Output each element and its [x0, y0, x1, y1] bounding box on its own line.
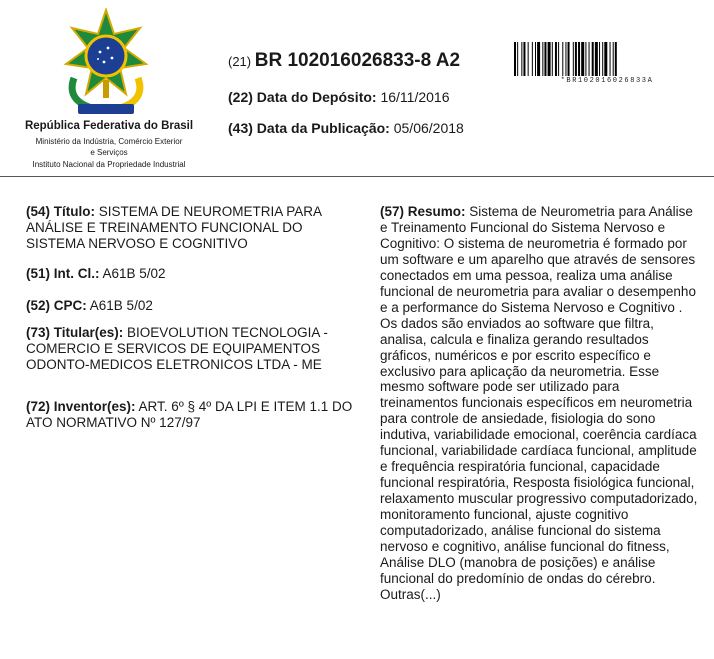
barcode-bar — [517, 42, 518, 76]
barcode-bar — [552, 42, 553, 76]
patent-number-line — [228, 50, 460, 72]
barcode-bar — [581, 42, 584, 76]
barcode-bar — [514, 42, 516, 76]
deposit-date: 16/11/2016 — [380, 89, 450, 105]
barcode-bar — [613, 42, 614, 76]
barcode-bar — [615, 42, 617, 76]
barcode-bar — [528, 42, 529, 76]
barcode-bar — [573, 42, 574, 76]
barcode-text: *BR102016026833A — [560, 77, 654, 85]
barcode — [514, 42, 700, 76]
publication-date-line — [228, 120, 464, 136]
abstract-code: (57) Resumo: — [380, 204, 466, 219]
barcode-bar — [532, 42, 533, 76]
barcode-bar — [555, 42, 557, 76]
barcode-bar — [604, 42, 607, 76]
inventor-code: (72) Inventor(es): — [26, 399, 136, 414]
barcode-bar — [602, 42, 603, 76]
barcode-bar — [585, 42, 586, 76]
barcode-bar — [599, 42, 600, 76]
title-field — [26, 204, 354, 251]
int-cl-field — [26, 266, 354, 282]
institution-name: República Federativa do Brasil — [24, 120, 194, 132]
holder-code: (73) Titular(es): — [26, 325, 124, 340]
coat-of-arms-emblem — [56, 8, 156, 120]
code-21: (21) — [228, 54, 252, 69]
deposit-label: (22) Data do Depósito: — [228, 89, 377, 105]
inventor-field — [26, 399, 354, 431]
barcode-bar — [521, 42, 522, 76]
barcode-bar — [595, 42, 598, 76]
publication-date: 05/06/2018 — [393, 120, 464, 136]
barcode-bar — [565, 42, 566, 76]
barcode-bar — [562, 42, 563, 76]
barcode-bar — [575, 42, 577, 76]
abstract-text: Sistema de Neurometria para Análise e Treinamento Funcional do Sistema Nervoso e Cognitivo: O sistema de neurometria é formado por um software e um aparelho que através de sensores conectados em uma pessoa, realiza uma análise funcional de neurometria para avaliar o desempenho e a performance do Sistema Nervoso e Cognitivo . Os dados são enviados ao software que filtra, analisa, calcula e finaliza gerando resultados gráficos, numéricos e por escrito específico e exclusivo para aplicação da neurometria. Esse mesmo software pode ser utilizado para treinamentos funcionais específicos em neurometria para controle de ansiedade, fisiologia do sono indutiva, variabilidade emocional, coerência cardíaca funcional, variabilidade cardíaca funcional, amplitude e frequência respiratória funcional, capacidade funcional respiratória, Resposta fisiológica funcional, relaxamento muscular progressivo computadorizado, monitoramento funcional, ajuste cognitivo computadorizado, análise funcional do sistema nervoso e cognitivo, análise funcional do fitness, Análise DLO (manobra de posições) e análise funcional do predomínio de ondas do cérebro. Outras(...) — [380, 204, 698, 602]
title-code: (54) Título: — [26, 204, 95, 219]
ministry-line-2: e Serviços — [90, 148, 128, 157]
holder-value: BIOEVOLUTION TECNOLOGIA - COMERCIO E SERVICOS DE EQUIPAMENTOS ODONTO-MEDICOS ELETRONICOS LTDA - ME — [26, 325, 328, 372]
barcode-bar — [568, 42, 570, 76]
ministry-line: Ministério da Indústria, Comércio Exterior — [35, 137, 183, 146]
title-value: SISTEMA DE NEUROMETRIA PARA ANÁLISE E TREINAMENTO FUNCIONAL DO SISTEMA NERVOSO E COGNITIVO — [26, 204, 322, 251]
barcode-bar — [592, 42, 594, 76]
institute-line: Instituto Nacional da Propriedade Industrial — [32, 160, 186, 169]
cpc-code: (52) CPC: — [26, 298, 87, 313]
barcode-bar — [523, 42, 525, 76]
barcode-bar — [548, 42, 551, 76]
int-cl-code: (51) Int. Cl.: — [26, 266, 100, 281]
abstract-field — [380, 204, 698, 603]
deposit-date-line — [228, 89, 450, 105]
barcode-bar — [578, 42, 580, 76]
publication-label: (43) Data da Publicação: — [228, 120, 390, 136]
header-divider — [0, 176, 714, 177]
patent-number: BR 102016026833-8 A2 — [254, 50, 461, 71]
barcode-bar — [558, 42, 559, 76]
holder-field — [26, 325, 354, 372]
barcode-bar — [537, 42, 540, 76]
cpc-value: A61B 5/02 — [89, 298, 153, 313]
inventor-value: ART. 6º § 4º DA LPI E ITEM 1.1 DO ATO NORMATIVO Nº 127/97 — [26, 399, 353, 430]
barcode-bar — [542, 42, 543, 76]
int-cl-value: A61B 5/02 — [102, 266, 166, 281]
cpc-field — [26, 298, 354, 314]
barcode-bar — [589, 42, 590, 76]
barcode-bar — [610, 42, 611, 76]
barcode-bar — [544, 42, 546, 76]
barcode-bar — [535, 42, 536, 76]
